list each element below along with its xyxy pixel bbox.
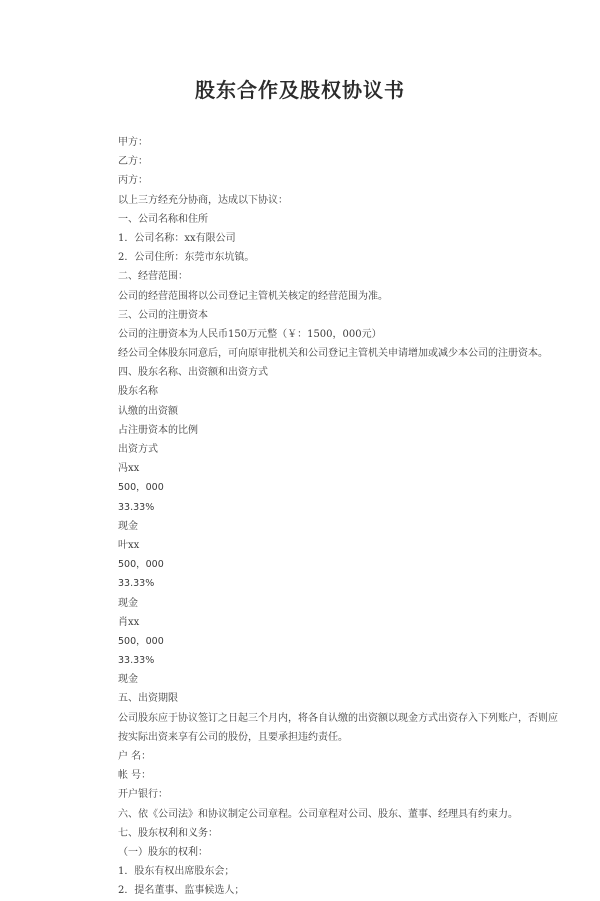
document-body bbox=[118, 133, 558, 901]
document-line: 六、依《公司法》和协议制定公司章程。公司章程对公司、股东、董事、经理具有约束力。 bbox=[118, 808, 518, 820]
document-line: 占注册资本的比例 bbox=[118, 424, 198, 436]
document-line: 七、股东权利和义务： bbox=[118, 827, 218, 839]
document-line: 二、经营范围： bbox=[118, 271, 188, 283]
document-line: 经公司全体股东同意后，可向原审批机关和公司登记主管机关申请增加或减少本公司的注册资本。 bbox=[118, 348, 548, 360]
document-line: 现金 bbox=[118, 597, 138, 609]
document-line: 户 名： bbox=[118, 751, 152, 763]
document-line: 认缴的出资额 bbox=[118, 405, 178, 417]
document-title: 股东合作及股权协议书 bbox=[195, 78, 405, 102]
document-line: 肖xx bbox=[118, 616, 140, 628]
document-line: 现金 bbox=[118, 520, 138, 532]
document-line: 33.33% bbox=[118, 501, 155, 513]
document-line: 三、公司的注册资本 bbox=[118, 309, 208, 321]
document-line: 开户银行： bbox=[118, 789, 168, 801]
document-line: 500，000 bbox=[118, 482, 164, 494]
document-line: 500，000 bbox=[118, 635, 164, 647]
document-line: 四、股东名称、出资额和出资方式 bbox=[118, 367, 268, 379]
document-line: 出资方式 bbox=[118, 444, 158, 455]
document-line: 公司的注册资本为人民币150万元整（￥：1500，000元） bbox=[118, 328, 382, 340]
document-line: 1．公司名称：xx有限公司 bbox=[118, 232, 236, 244]
document-line: 2．公司住所：东莞市东坑镇。 bbox=[118, 252, 255, 264]
document-line: 公司股东应于协议签订之日起三个月内，将各自认缴的出资额以现金方式出资存入下列账户，否则应按实际出资来享有公司的股份，且要承担违约责任。 bbox=[118, 712, 558, 743]
document-line: 帐 号： bbox=[118, 770, 152, 782]
document-line: 冯xx bbox=[118, 463, 140, 475]
document-line: 现金 bbox=[118, 674, 138, 686]
document-line: 500，000 bbox=[118, 559, 164, 571]
document-line: 叶xx bbox=[118, 539, 140, 551]
document-line: 丙方： bbox=[118, 175, 148, 187]
document-line: 2．提名董事、监事候选人； bbox=[118, 885, 245, 897]
document-line: 甲方： bbox=[118, 137, 148, 148]
document-line: 33.33% bbox=[118, 578, 155, 590]
document-line: （一）股东的权利： bbox=[118, 846, 208, 858]
document-line: 乙方： bbox=[118, 156, 148, 168]
document-line: 公司的经营范围将以公司登记主管机关核定的经营范围为准。 bbox=[118, 290, 388, 302]
document-line: 股东名称 bbox=[118, 386, 158, 398]
document-line: 33.33% bbox=[118, 655, 155, 667]
document-line: 五、出资期限 bbox=[118, 693, 178, 705]
document-line: 1．股东有权出席股东会； bbox=[118, 866, 235, 878]
document-line: 以上三方经充分协商，达成以下协议： bbox=[118, 194, 288, 206]
document-line: 一、公司名称和住所 bbox=[118, 213, 208, 225]
